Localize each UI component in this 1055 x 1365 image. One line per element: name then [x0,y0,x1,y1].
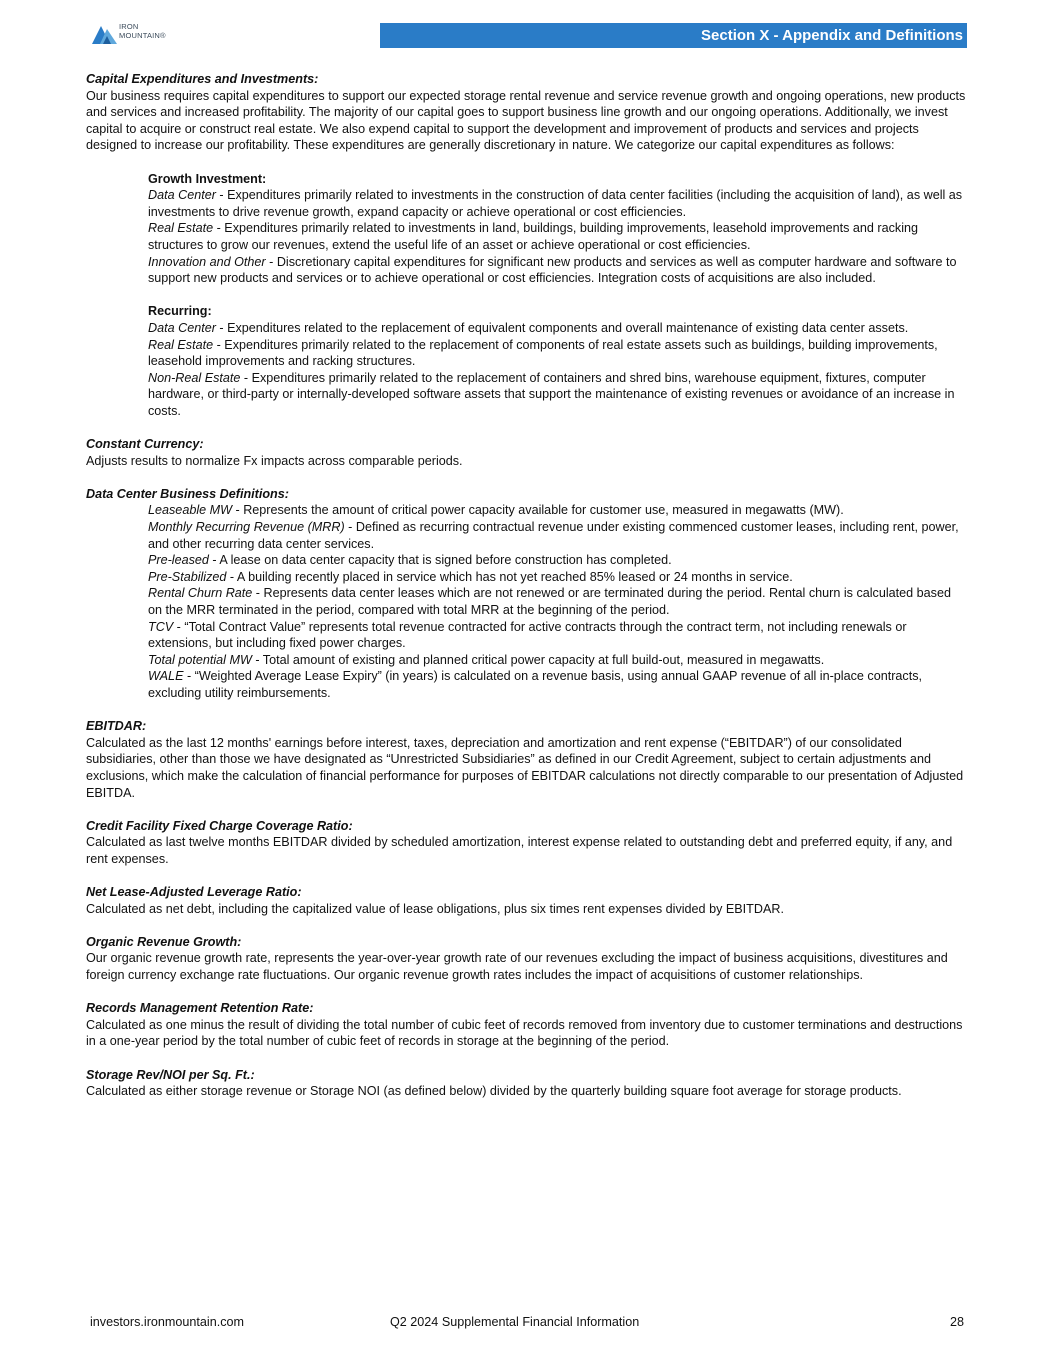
storage-noi-title: Storage Rev/NOI per Sq. Ft.: [86,1067,255,1082]
recurring-term: Real Estate [148,337,214,352]
dc-term: TCV [148,619,174,634]
growth-term: Innovation and Other [148,254,266,269]
dc-definition [148,502,968,519]
recurring-text: - Expenditures primarily related to the replacement of containers and shred bins, warehouse equipment, fixtures, computer hardware, or third-party or internally-developed software assets that support the maintenance of existing revenues or avoidance of an increase in costs. [148,370,955,418]
recurring-term: Non-Real Estate [148,370,241,385]
logo-line2: MOUNTAIN® [119,31,166,40]
dc-text: - Represents the amount of critical power capacity available for customer use, measured in megawatts (MW). [232,503,844,518]
growth-term: Real Estate [148,221,214,236]
dc-definition [148,668,968,701]
growth-item [148,254,968,287]
footer-report-title: Q2 2024 Supplemental Financial Information [390,1315,640,1329]
dc-term: WALE [148,669,184,684]
recurring-text: - Expenditures related to the replacement of equivalent components and overall maintenance of existing data center assets. [215,320,909,335]
growth-heading: Growth Investment: [148,171,267,186]
retention-title: Records Management Retention Rate: [86,1001,314,1016]
company-logo [92,21,182,45]
dc-definition [148,652,968,669]
recurring-item [148,337,968,370]
retention-body: Calculated as one minus the result of dividing the total number of cubic feet of records removed from inventory due to customer terminations and destructions in a one-year period by the total number of cubic feet of records in storage at the beginning of the period. [86,1017,963,1049]
fixed-charge-title: Credit Facility Fixed Charge Coverage Ratio: [86,818,353,833]
dc-text: - Total amount of existing and planned critical power capacity at full build-out, measured in megawatts. [251,652,825,667]
recurring-text: - Expenditures primarily related to the replacement of components of real estate assets such as buildings, building improvements, leasehold improvements and racking structures. [148,337,938,369]
constant-currency-body: Adjusts results to normalize Fx impacts across comparable periods. [86,453,463,468]
growth-item [148,187,968,220]
section-banner [380,23,967,48]
dc-definition [148,569,968,586]
dc-definition [148,552,968,569]
capex-categories [86,171,968,420]
dc-text: - “Total Contract Value” represents total revenue contracted for active contracts through the contract term, not including renewals or extensions, but including fixed power charges. [148,619,907,651]
logo-text [119,22,166,40]
dc-text: - A lease on data center capacity that is signed before construction has completed. [208,553,672,568]
dc-term: Rental Churn Rate [148,586,253,601]
data-center-title: Data Center Business Definitions: [86,486,289,501]
dc-text: - “Weighted Average Lease Expiry” (in years) is calculated on a revenue basis, using annual GAAP revenue of all in-place contracts, excluding utility reimbursements. [148,669,923,700]
recurring-item [148,370,968,420]
dc-term: Pre-Stabilized [148,569,227,584]
growth-text: - Expenditures primarily related to investments in land, buildings, building improvements, leasehold improvements and racking structures to grow our revenues, extend the useful life of an asset or achieve operational or cost efficiencies. [148,221,919,252]
storage-noi-body: Calculated as either storage revenue or Storage NOI (as defined below) divided by the quarterly building square foot average for storage products. [86,1084,902,1099]
capex-body: Our business requires capital expenditures to support our expected storage rental revenue and service revenue growth and ongoing operations, new products and services and increased profitability. The majority of our capital goes to support business line growth and our ongoing operations. Additionally, we invest capital to acquire or construct real estate. We also expend capital to support the development and improvement of products and services and projects designed to increase our profitability. These expenditures are generally discretionary in nature. We categorize our capital expenditures as follows: [86,88,966,153]
footer-website: investors.ironmountain.com [90,1315,244,1329]
fixed-charge-body: Calculated as last twelve months EBITDAR divided by scheduled amortization, interest expense related to outstanding debt and preferred equity, if any, and rent expenses. [86,835,953,866]
dc-term: Pre-leased [148,553,209,568]
page-number: 28 [950,1315,965,1329]
dc-term: Total potential MW [148,652,252,667]
growth-item [148,220,968,253]
organic-growth-title: Organic Revenue Growth: [86,934,242,949]
section-title: Section X - Appendix and Definitions [701,27,963,44]
leverage-body: Calculated as net debt, including the capitalized value of lease obligations, plus six times rent expenses divided by EBITDAR. [86,901,784,916]
dc-term: Monthly Recurring Revenue (MRR) [148,520,345,535]
ebitdar-title: EBITDAR: [86,719,147,734]
growth-text: - Expenditures primarily related to investments in the construction of data center facilities (including the acquisition of land), as well as investments to drive revenue growth, expand capacity or achieve operational or cost efficiencies. [148,188,963,219]
dc-definition [148,619,968,652]
growth-text: - Discretionary capital expenditures for significant new products and services as well as computer hardware and software to support new products and services or to achieve operational or cost efficiencies. Integration costs of acquisitions are also included. [148,254,957,286]
dc-text: - Defined as recurring contractual revenue under existing commenced customer leases, including rent, power, and other recurring data center services. [148,520,959,551]
definitions-content [86,71,968,1100]
recurring-term: Data Center [148,320,216,335]
data-center-definitions [86,502,968,701]
organic-growth-body: Our organic revenue growth rate, represents the year-over-year growth rate of our revenues excluding the impact of business acquisitions, divestitures and foreign currency exchange rate fluctuations. Our organic revenue growth rates includes the impact of acquisitions of customer relationships. [86,951,948,983]
ebitdar-body: Calculated as the last 12 months' earnings before interest, taxes, depreciation and amortization and rent expense (“EBITDAR”) of our consolidated subsidiaries, other than those we have designated as “Unrestricted Subsidiaries” as defined in our Credit Agreement, subject to certain adjustments and exclusions, which make the calculation of financial performance for purposes of EBITDAR calculations not directly comparable to our presentation of Adjusted EBITDA. [86,735,964,800]
dc-term: Leaseable MW [148,503,232,518]
dc-text: - A building recently placed in service which has not yet reached 85% leased or 24 months in service. [226,569,793,584]
recurring-heading: Recurring: [148,304,212,319]
mountain-logo-icon [92,23,118,45]
page-header [0,0,1055,60]
dc-definition [148,519,968,552]
dc-definition [148,585,968,618]
logo-line1: IRON [119,22,139,31]
recurring-item [148,320,968,337]
growth-term: Data Center [148,188,216,203]
dc-text: - Represents data center leases which are not renewed or are terminated during the period. Rental churn is calculated based on the MRR terminated in the period, compared with total MRR at the beginning of the period. [148,586,951,617]
capex-title: Capital Expenditures and Investments: [86,72,319,86]
leverage-title: Net Lease-Adjusted Leverage Ratio: [86,885,302,900]
constant-currency-title: Constant Currency: [86,437,204,452]
